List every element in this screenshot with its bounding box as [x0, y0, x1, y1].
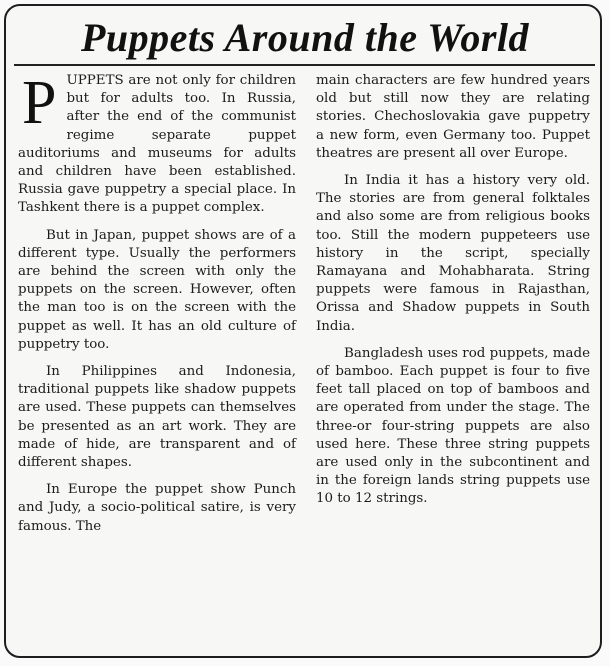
article-headline: Puppets Around the World: [80, 15, 530, 60]
paragraph-bangladesh: Bangladesh uses rod puppets, made of bamboo. Each puppet is four to five feet tall placed on top of bamboos and are operated from under the stage. The three-or four-string puppets are also used here. These three string puppets are used only in the subcontinent and in the foreign lands string puppets use 10 to 12 strings.: [316, 345, 590, 507]
paragraph-europe-continued: main characters are few hundred years old but still now they are relating stories. Chechoslovakia gave puppetry a new form, even Germany too. Puppet theatres are present all over Europe.: [316, 73, 590, 161]
paragraph-europe: In Europe the puppet show Punch and Judy, a socio-political satire, is very famous. The: [18, 482, 296, 534]
paragraph-russia-text: UPPETS are not only for children but for adults too. In Russia, after the end of the communist regime separate puppet auditoriums and museums for adults and children have been established. Russia gave puppetry a special place. In Tashkent there is a puppet complex.: [18, 73, 296, 216]
paragraph-philippines: In Philippines and Indonesia, traditional puppets like shadow puppets are used. These puppets can themselves be presented as an art work. They are made of hide, are transparent and of different shapes.: [18, 364, 296, 471]
left-column: [18, 69, 296, 536]
paragraph-india: In India it has a history very old. The stories are from general folktales and also some are from religious books too. Still the modern puppeteers use history in the script, specially Ramayana and Mohabharata. String puppets were famous in Rajasthan, Orissa and Shadow puppets in South India.: [316, 173, 590, 334]
paragraph-russia: [18, 69, 296, 218]
headline-rule: [14, 64, 595, 66]
drop-cap: P: [22, 69, 57, 137]
paragraph-japan: But in Japan, puppet shows are of a different type. Usually the performers are behind the screen with only the puppets on the screen. However, often the man too is on the screen with the puppet as well. It has an old culture of puppetry too.: [18, 227, 296, 352]
right-column: [316, 72, 590, 509]
